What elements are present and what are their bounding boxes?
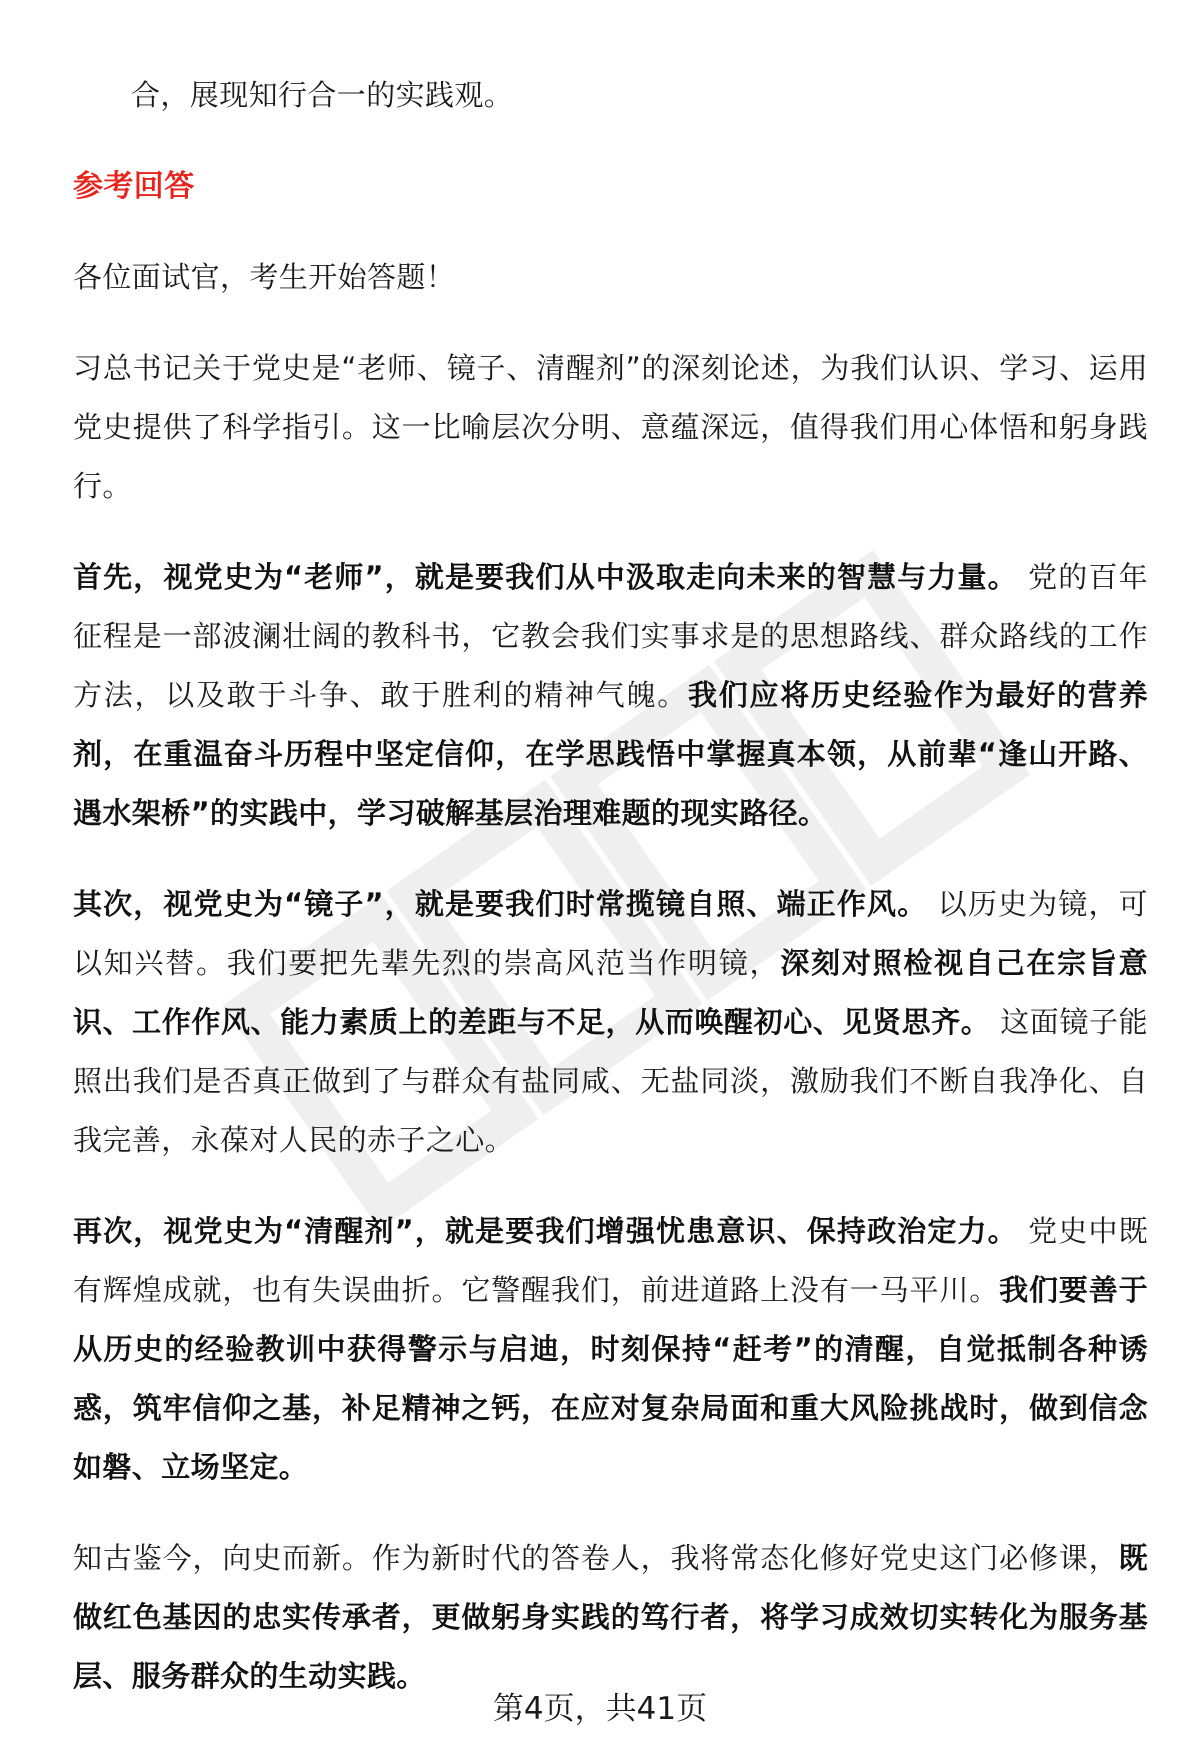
- opening-paragraph: 习总书记关于党史是“老师、镜子、清醒剂”的深刻论述，为我们认识、学习、运用党史提供了科学指引。这一比喻层次分明、意蕴深远，值得我们用心体悟和躬身践行。: [73, 351, 1148, 503]
- paragraph-sober-body: 党史中既有辉煌成就，也有失误曲折。它警醒我们，前进道路上没有一马平川。: [73, 1214, 1148, 1307]
- paragraph-teacher-body: 党的百年征程是一部波澜壮阔的教科书，它教会我们实事求是的思想路线、群众路线的工作方法，以及敢于斗争、敢于胜利的精神气魄。: [73, 560, 1148, 712]
- closing-body: 知古鉴今，向史而新。作为新时代的答卷人，我将常态化修好党史这门必修课，: [73, 1541, 1119, 1575]
- paragraph-mirror-lead: 其次，视党史为“镜子”，就是要我们时常揽镜自照、端正作风。: [73, 887, 928, 921]
- document-body: [73, 66, 1148, 1738]
- paragraph-teacher: [73, 548, 1148, 843]
- paragraph-teacher-emphasis: 我们应将历史经验作为最好的营养剂，在重温奋斗历程中坚定信仰，在学思践悟中掌握真本领，从前辈“逢山开路、遇水架桥”的实践中，学习破解基层治理难题的现实路径。: [73, 678, 1148, 830]
- paragraph-sober: [73, 1202, 1148, 1497]
- section-heading: 参考回答: [73, 169, 195, 204]
- intro-fragment: 合，展现知行合一的实践观。: [131, 78, 514, 112]
- greeting-paragraph: 各位面试官，考生开始答题！: [73, 260, 456, 294]
- paragraph-teacher-lead: 首先，视党史为“老师”，就是要我们从中汲取走向未来的智慧与力量。: [73, 560, 1018, 594]
- closing-emphasis: 既做红色基因的忠实传承者，更做躬身实践的笃行者，将学习成效切实转化为服务基层、服务群众的生动实践。: [73, 1541, 1148, 1693]
- page-number: 第4页，共41页: [492, 1691, 708, 1727]
- paragraph-mirror: [73, 875, 1148, 1170]
- paragraph-mirror-emphasis: 深刻对照检视自己在宗旨意识、工作作风、能力素质上的差距与不足，从而唤醒初心、见贤思齐。: [73, 946, 1148, 1039]
- closing-paragraph: [73, 1529, 1148, 1706]
- paragraph-sober-emphasis: 我们要善于从历史的经验教训中获得警示与启迪，时刻保持“赶考”的清醒，自觉抵制各种诱惑，筑牢信仰之基，补足精神之钙，在应对复杂局面和重大风险挑战时，做到信念如磐、立场坚定。: [73, 1273, 1148, 1484]
- paragraph-mirror-tail: 这面镜子能照出我们是否真正做到了与群众有盐同咸、无盐同淡，激励我们不断自我净化、自我完善，永葆对人民的赤子之心。: [73, 1005, 1148, 1157]
- paragraph-mirror-body: 以历史为镜，可以知兴替。我们要把先辈先烈的崇高风范当作明镜，: [73, 887, 1148, 980]
- paragraph-sober-lead: 再次，视党史为“清醒剂”，就是要我们增强忧患意识、保持政治定力。: [73, 1214, 1018, 1248]
